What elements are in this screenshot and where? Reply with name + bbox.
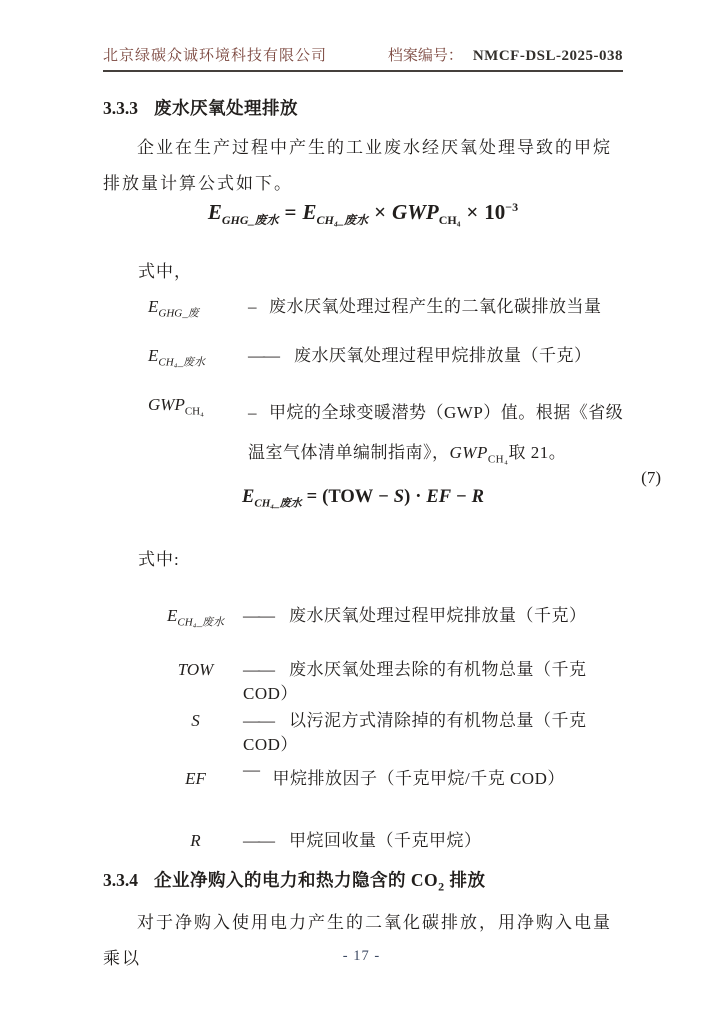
definition-row-ef xyxy=(103,760,625,791)
equation-number: (7) xyxy=(641,468,661,487)
left-paren: ( xyxy=(322,487,329,507)
formula-ghg-wastewater xyxy=(103,200,623,228)
formula-ch4-wastewater xyxy=(103,487,623,511)
subscript-ch4-wastewater: CH₄_废水 xyxy=(254,497,302,510)
page-number: - 17 - xyxy=(342,948,381,964)
dash: —— xyxy=(243,606,273,625)
archive-label: 档案编号： xyxy=(387,48,463,64)
section-heading-333 xyxy=(103,95,298,120)
archive-code: NMCF-DSL-2025-038 xyxy=(472,48,623,64)
exponent-minus3: −3 xyxy=(505,200,519,214)
symbol-E: E xyxy=(242,487,255,507)
dash: —— xyxy=(243,831,273,850)
where-label-2: 式中: xyxy=(138,550,180,569)
inline-symbol-gwp: $GWP_{CH_4}$ xyxy=(449,443,509,466)
dash: – xyxy=(248,297,257,316)
number-ten: 10 xyxy=(484,200,506,224)
dash: – xyxy=(248,403,257,422)
symbol-GWP: GWP xyxy=(392,200,439,224)
where-label-1: 式中， xyxy=(138,262,192,281)
symbol-S: S xyxy=(393,487,405,507)
definition-row-gwp xyxy=(103,393,625,479)
minus-sign: − xyxy=(456,487,467,507)
dash: —— xyxy=(248,346,278,365)
dot-operator: · xyxy=(415,487,422,507)
definition-row-s xyxy=(103,709,625,757)
definition-text: —— 废水厌氧处理去除的有机物总量（千克 COD） xyxy=(243,660,587,703)
definition-row-eghg xyxy=(103,295,625,325)
right-paren: ) xyxy=(404,487,411,507)
raised-dash: — xyxy=(243,760,261,779)
definition-row-ech4 xyxy=(103,344,625,374)
dash: —— xyxy=(243,660,273,679)
definition-text: – 甲烷的全球变暖潜势（GWP）值。根据《省级 温室气体清单编制指南》，$GWP_{CH_4}$取 21。 xyxy=(248,403,624,466)
section-heading-334 xyxy=(103,867,486,895)
page-header xyxy=(103,44,623,72)
definition-text: —— 以污泥方式清除掉的有机物总量（千克 COD） xyxy=(243,711,587,754)
definition-text: —— 甲烷回收量（千克甲烷） xyxy=(243,831,482,850)
symbol-ef: EF xyxy=(185,769,206,788)
intro-paragraph-333: 企业在生产过程中产生的工业废水经厌氧处理导致的甲烷排放量计算公式如下。 xyxy=(103,138,612,193)
symbol-s: S xyxy=(191,711,200,730)
equals-sign: = xyxy=(306,487,318,507)
subscript-ch4-wastewater: CH₄_废水 xyxy=(316,213,369,228)
intro-paragraph-334: 对于净购入使用电力产生的二氧化碳排放，用净购入电量乘以 xyxy=(103,913,612,968)
definition-row-r xyxy=(103,829,625,853)
symbol-E: E xyxy=(207,200,222,224)
symbol-tow: TOW xyxy=(177,660,214,679)
symbol-r: R xyxy=(190,831,201,850)
subscript-ch4: CH₄ xyxy=(438,213,461,228)
symbol-TOW: TOW xyxy=(328,487,374,507)
symbol-R: R xyxy=(471,487,484,507)
section-number: 3.3.4 xyxy=(103,870,138,890)
section-title: 废水厌氧处理排放 xyxy=(154,98,298,118)
symbol-E: E xyxy=(302,200,317,224)
archive-number xyxy=(388,44,623,65)
company-name: 北京绿碳众诚环境科技有限公司 xyxy=(103,48,328,64)
symbol-eghg: $E_{GHG\_废}$ xyxy=(148,297,199,320)
multiply-sign: × xyxy=(374,200,387,224)
minus-sign: − xyxy=(378,487,389,507)
equals-sign: = xyxy=(284,200,297,224)
multiply-sign: × xyxy=(466,200,479,224)
definition-row-ech4 xyxy=(103,604,625,634)
subscript-2: 2 xyxy=(438,879,445,894)
section-number: 3.3.3 xyxy=(103,98,138,118)
symbol-EF: EF xyxy=(426,487,452,507)
definition-row-tow xyxy=(103,658,625,706)
definition-text: — 甲烷排放因子（千克甲烷/千克 COD） xyxy=(243,760,565,788)
symbol-ech4: $E_{CH_4\_废水}$ xyxy=(148,346,205,369)
definition-text: —— 废水厌氧处理过程甲烷排放量（千克） xyxy=(248,346,592,365)
symbol-gwp: $GWP_{CH_4}$ xyxy=(148,395,204,418)
section-title: 企业净购入的电力和热力隐含的 $CO_2$ 排放 xyxy=(154,870,486,894)
symbol-ech4: $E_{CH_4\_废水}$ xyxy=(167,606,224,629)
dash: —— xyxy=(243,711,273,730)
definition-text: – 废水厌氧处理过程产生的二氧化碳排放当量 xyxy=(248,297,602,316)
subscript-ghg-wastewater: GHG_废水 xyxy=(221,213,279,228)
definition-text: —— 废水厌氧处理过程甲烷排放量（千克） xyxy=(243,606,587,625)
